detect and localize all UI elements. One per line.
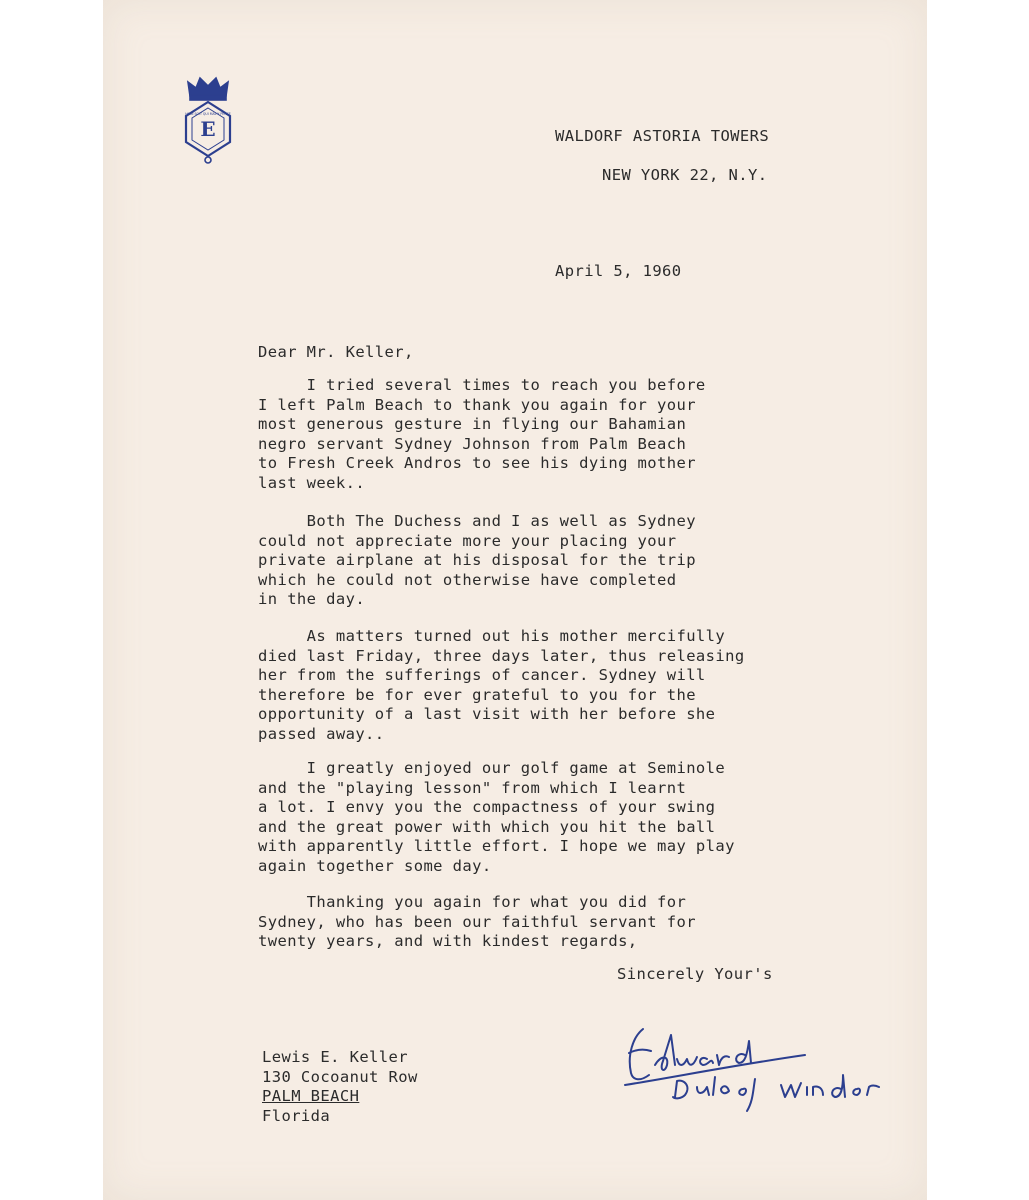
crest-motto: HONI SOIT QUI MAL Y PENSE <box>185 112 231 116</box>
recipient-address <box>262 1048 418 1126</box>
royal-crest-icon <box>180 70 236 166</box>
recipient-street: 130 Cocoanut Row <box>262 1067 418 1086</box>
paragraph-4: I greatly enjoyed our golf game at Seminole and the "playing lesson" from which I learnt a lot. I envy you the compactness of your swing and the great power with which you hit the ball with apparently little effort. I hope we may play again together some day. <box>258 759 735 875</box>
paragraph-5: Thanking you again for what you did for Sydney, who has been our faithful servant for twenty years, and with kindest regards, <box>258 893 696 950</box>
recipient-city: PALM BEACH <box>262 1087 360 1105</box>
paragraph-3: As matters turned out his mother mercifully died last Friday, three days later, thus releasing her from the sufferings of cancer. Sydney will therefore be for ever grateful to you for the opportunity of a last visit with her before she passed away.. <box>258 627 745 743</box>
salutation: Dear Mr. Keller, <box>258 343 414 361</box>
handwritten-signature <box>615 1015 905 1115</box>
recipient-name: Lewis E. Keller <box>262 1048 408 1066</box>
paragraph-2: Both The Duchess and I as well as Sydney could not appreciate more your placing your private airplane at his disposal for the trip which he could not otherwise have completed in the day. <box>258 512 696 608</box>
closing: Sincerely Your's <box>617 965 773 983</box>
crest-letter: E <box>200 117 216 141</box>
letter-date: April 5, 1960 <box>555 262 682 280</box>
letterhead-line-2: NEW YORK 22, N.Y. <box>602 166 768 184</box>
paragraph-1: I tried several times to reach you before I left Palm Beach to thank you again for your most generous gesture in flying our Bahamian negro servant Sydney Johnson from Palm Beach to Fresh Creek Andros to see his dying mother last week.. <box>258 376 706 492</box>
letterhead-line-1: WALDORF ASTORIA TOWERS <box>555 127 770 145</box>
recipient-state: Florida <box>262 1106 331 1125</box>
